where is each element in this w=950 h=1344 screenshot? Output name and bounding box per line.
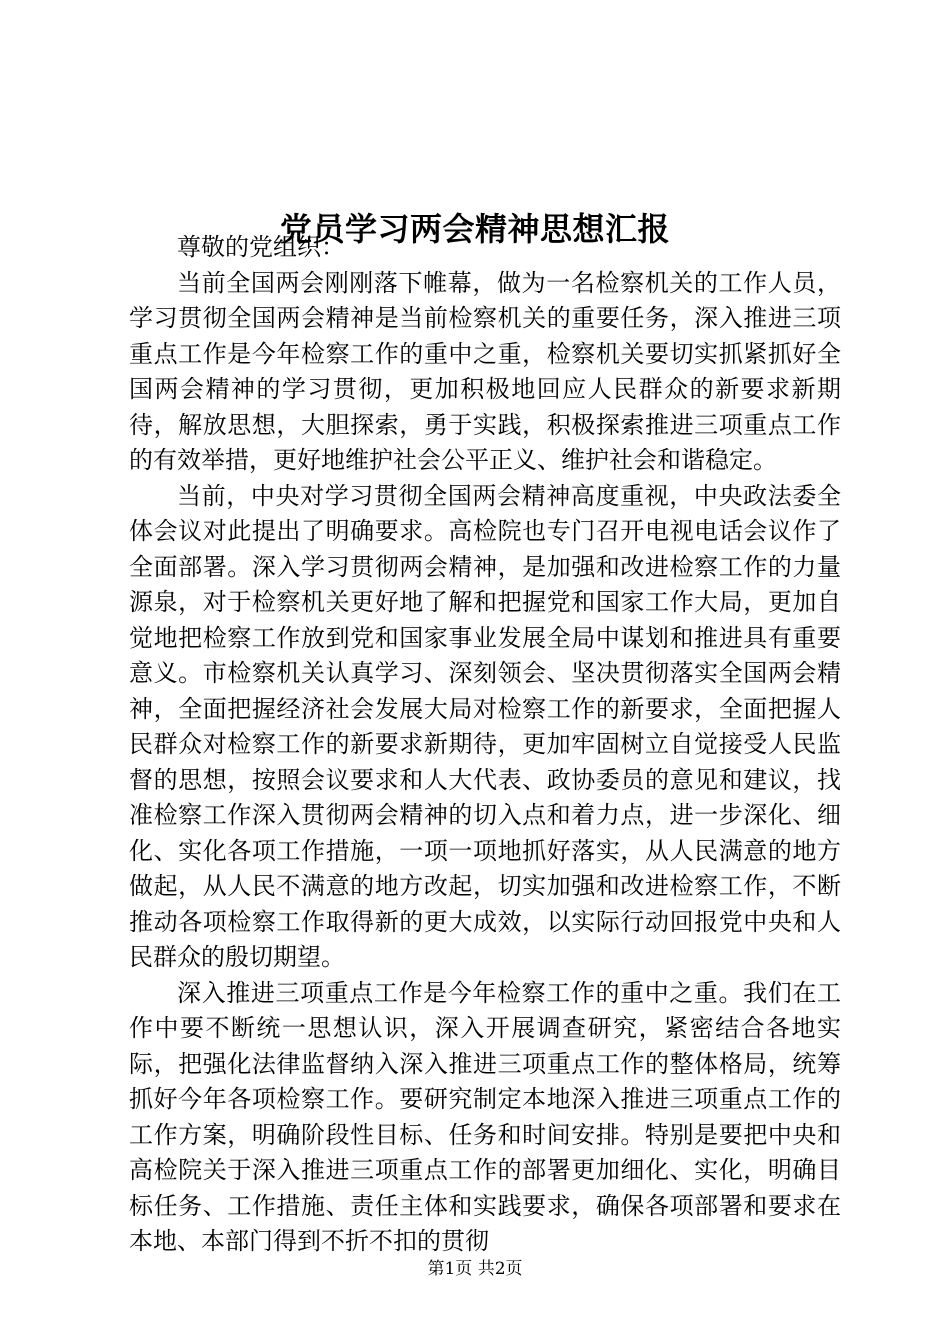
paragraph: 当前，中央对学习贯彻全国两会精神高度重视，中央政法委全体会议对此提出了明确要求。高检院也专门召开电视电话会议作了全面部署。深入学习贯彻两会精神，是加强和改进检察工作的力量源泉，对于检察机关更好地了解和把握党和国家工作大局，更加自觉地把检察工作放到党和国家事业发展全局中谋划和推进具有重要意义。市检察机关认真学习、深刻领会、坚决贯彻落实全国两会精神，全面把握经济社会发展大局对检察工作的新要求，全面把握人民群众对检察工作的新要求新期待，更加牢固树立自觉接受人民监督的思想，按照会议要求和人大代表、政协委员的意见和建议，找准检察工作深入贯彻两会精神的切入点和着力点，进一步深化、细化、实化各项工作措施，一项一项地抓好落实，从人民满意的地方做起，从人民不满意的地方改起，切实加强和改进检察工作，不断推动各项检察工作取得新的更大成效，以实际行动回报党中央和人民群众的殷切期望。 (129, 481, 841, 971)
paragraph: 深入推进三项重点工作是今年检察工作的重中之重。我们在工作中要不断统一思想认识，深入开展调查研究，紧密结合各地实际，把强化法律监督纳入深入推进三项重点工作的整体格局，统筹抓好今年各项检察工作。要研究制定本地深入推进三项重点工作的工作方案，明确阶段性目标、任务和时间安排。特别是要把中央和高检院关于深入推进三项重点工作的部署更加细化、实化，明确目标任务、工作措施、责任主体和实践要求，确保各项部署和要求在本地、本部门得到不折不扣的贯彻 (129, 978, 841, 1255)
paragraph: 当前全国两会刚刚落下帷幕，做为一名检察机关的工作人员，学习贯彻全国两会精神是当前检察机关的重要任务，深入推进三项重点工作是今年检察工作的重中之重，检察机关要切实抓紧抓好全国两会精神的学习贯彻，更加积极地回应人民群众的新要求新期待，解放思想，大胆探索，勇于实践，积极探索推进三项重点工作的有效举措，更好地维护社会公平正义、维护社会和谐稳定。 (129, 268, 841, 474)
page-footer: 第1页 共2页 (427, 1259, 523, 1279)
salutation: 尊敬的党组织： (177, 233, 345, 261)
document-title: 党员学习两会精神思想汇报 (279, 210, 670, 249)
document-body (129, 230, 841, 1260)
